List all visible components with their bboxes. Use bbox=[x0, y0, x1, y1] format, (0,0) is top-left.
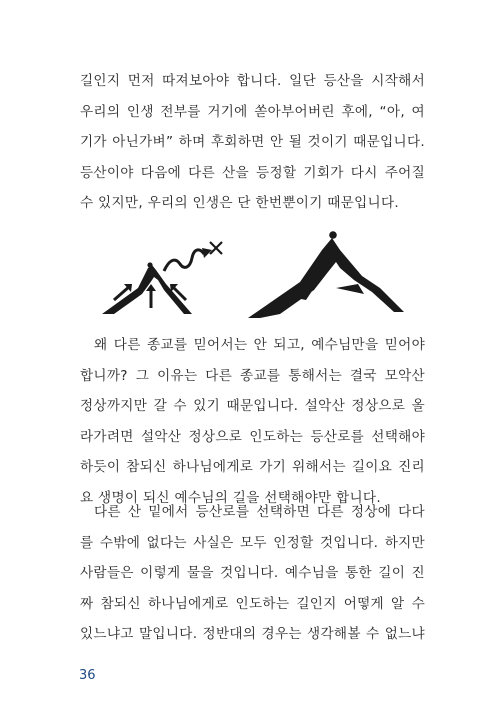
text-line: 짜 참되신 하나님에게로 인도하는 길인지 어떻게 알 수 bbox=[80, 595, 425, 612]
mountain-illustration bbox=[100, 228, 410, 324]
paragraph-2 bbox=[80, 330, 425, 513]
page-number: 36 bbox=[79, 668, 96, 683]
paragraph-3 bbox=[80, 497, 425, 650]
large-mountain-icon bbox=[248, 231, 404, 318]
text-line: 요 생명이 되신 예수님의 길을 선택해야만 합니다. bbox=[80, 489, 381, 506]
text-line: 우리의 인생 전부를 거기에 쏟아부어버린 후에, “아, 여 bbox=[80, 103, 425, 120]
text-line: 수 있지만, 우리의 인생은 단 한번뿐이기 때문입니다. bbox=[80, 195, 400, 211]
text-line: 라가려면 설악산 정상으로 인도하는 등산로를 선택해야 bbox=[80, 428, 425, 445]
text-line: 합니까? 그 이유는 다른 종교를 통해서는 결국 모악산 bbox=[80, 367, 425, 384]
text-line: 하듯이 참되신 하나님에게로 가기 위해서는 길이요 진리 bbox=[80, 459, 425, 475]
x-mark-icon bbox=[210, 242, 222, 254]
text-line: 기가 아닌가벼” 하며 후회하면 안 될 것이기 때문입니다. bbox=[80, 134, 425, 150]
text-line: 길인지 먼저 따져보아야 합니다. 일단 등산을 시작해서 bbox=[80, 73, 425, 89]
text-line: 정상까지만 갈 수 있기 때문입니다. 설악산 정상으로 올 bbox=[80, 398, 425, 414]
text-line: 다른 산 밑에서 등산로를 선택하면 다른 정상에 다다 bbox=[94, 504, 425, 520]
text-line: 사람들은 이렇게 물을 것입니다. 예수님을 통한 길이 진 bbox=[80, 565, 425, 581]
text-line: 있느냐고 말입니다. 정반대의 경우는 생각해볼 수 없느냐 bbox=[80, 626, 425, 642]
text-line: 를 수밖에 없다는 사실은 모두 인정할 것입니다. 하지만 bbox=[80, 534, 425, 551]
small-mountain-icon bbox=[102, 262, 192, 314]
paragraph-1 bbox=[80, 66, 425, 219]
text-line: 등산이야 다음에 다른 산을 등정할 기회가 다시 주어질 bbox=[80, 164, 425, 181]
text-line: 왜 다른 종교를 믿어서는 안 되고, 예수님만을 믿어야 bbox=[94, 337, 425, 353]
wavy-arrow-icon bbox=[164, 248, 212, 271]
